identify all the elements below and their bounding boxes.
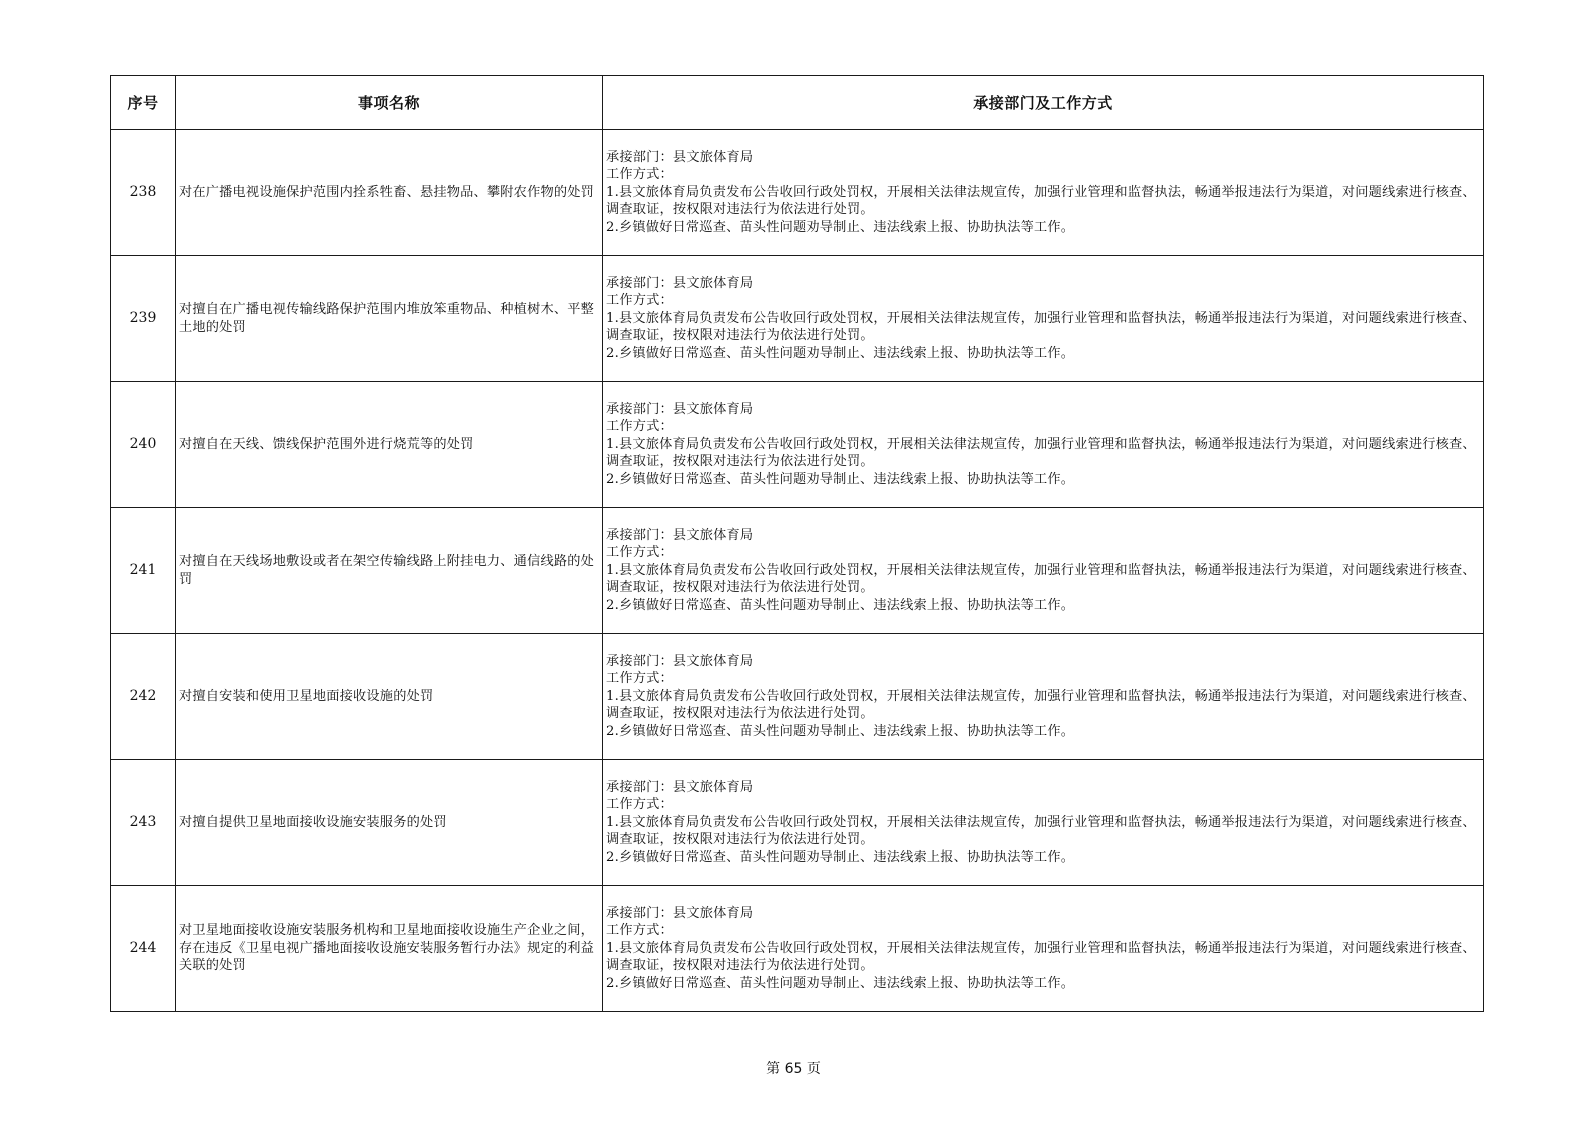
method-item-2: 2.乡镇做好日常巡查、苗头性问题劝导制止、违法线索上报、协助执法等工作。 [606, 723, 1075, 739]
matter-name-cell: 对擅自在广播电视传输线路保护范围内堆放笨重物品、种植树木、平整土地的处罚 [176, 256, 603, 382]
table-row [111, 760, 1484, 886]
method-item-1: 1.县文旅体育局负责发布公告收回行政处罚权，开展相关法律法规宣传，加强行业管理和监督执法，畅通举报违法行为渠道，对问题线索进行核查、调查取证，按权限对违法行为依法进行处罚。 [606, 436, 1476, 470]
serial-number-cell: 238 [111, 130, 176, 256]
serial-number-cell: 243 [111, 760, 176, 886]
table-row [111, 634, 1484, 760]
table-row [111, 508, 1484, 634]
method-item-2: 2.乡镇做好日常巡查、苗头性问题劝导制止、违法线索上报、协助执法等工作。 [606, 471, 1075, 487]
method-item-2: 2.乡镇做好日常巡查、苗头性问题劝导制止、违法线索上报、协助执法等工作。 [606, 219, 1075, 235]
matter-name-cell: 对卫星地面接收设施安装服务机构和卫星地面接收设施生产企业之间，存在违反《卫星电视广播地面接收设施安装服务暂行办法》规定的利益关联的处罚 [176, 886, 603, 1012]
header-department-and-method: 承接部门及工作方式 [603, 76, 1484, 130]
method-item-1: 1.县文旅体育局负责发布公告收回行政处罚权，开展相关法律法规宣传，加强行业管理和监督执法，畅通举报违法行为渠道，对问题线索进行核查、调查取证，按权限对违法行为依法进行处罚。 [606, 310, 1476, 344]
table-header [111, 76, 1484, 130]
department-method-cell [603, 130, 1484, 256]
method-heading: 工作方式： [606, 797, 673, 813]
page-number: 第 65 页 [766, 1061, 821, 1077]
table-row [111, 130, 1484, 256]
method-item-2: 2.乡镇做好日常巡查、苗头性问题劝导制止、违法线索上报、协助执法等工作。 [606, 345, 1075, 361]
department-method-cell [603, 508, 1484, 634]
serial-number-cell: 244 [111, 886, 176, 1012]
header-matter-name: 事项名称 [176, 76, 603, 130]
department-line: 承接部门：县文旅体育局 [606, 401, 754, 417]
department-method-cell [603, 886, 1484, 1012]
matters-table [110, 75, 1484, 1012]
method-heading: 工作方式： [606, 293, 673, 309]
serial-number-cell: 239 [111, 256, 176, 382]
method-item-2: 2.乡镇做好日常巡查、苗头性问题劝导制止、违法线索上报、协助执法等工作。 [606, 597, 1075, 613]
method-heading: 工作方式： [606, 419, 673, 435]
table-row [111, 382, 1484, 508]
department-line: 承接部门：县文旅体育局 [606, 527, 754, 543]
matter-name-cell: 对擅自在天线场地敷设或者在架空传输线路上附挂电力、通信线路的处罚 [176, 508, 603, 634]
method-item-1: 1.县文旅体育局负责发布公告收回行政处罚权，开展相关法律法规宣传，加强行业管理和监督执法，畅通举报违法行为渠道，对问题线索进行核查、调查取证，按权限对违法行为依法进行处罚。 [606, 814, 1476, 848]
matter-name-cell: 对擅自提供卫星地面接收设施安装服务的处罚 [176, 760, 603, 886]
department-method-cell [603, 382, 1484, 508]
department-method-cell [603, 760, 1484, 886]
method-item-1: 1.县文旅体育局负责发布公告收回行政处罚权，开展相关法律法规宣传，加强行业管理和监督执法，畅通举报违法行为渠道，对问题线索进行核查、调查取证，按权限对违法行为依法进行处罚。 [606, 184, 1476, 218]
matter-name-cell: 对在广播电视设施保护范围内拴系牲畜、悬挂物品、攀附农作物的处罚 [176, 130, 603, 256]
method-item-1: 1.县文旅体育局负责发布公告收回行政处罚权，开展相关法律法规宣传，加强行业管理和监督执法，畅通举报违法行为渠道，对问题线索进行核查、调查取证，按权限对违法行为依法进行处罚。 [606, 940, 1476, 974]
method-item-1: 1.县文旅体育局负责发布公告收回行政处罚权，开展相关法律法规宣传，加强行业管理和监督执法，畅通举报违法行为渠道，对问题线索进行核查、调查取证，按权限对违法行为依法进行处罚。 [606, 688, 1476, 722]
matter-name-cell: 对擅自安装和使用卫星地面接收设施的处罚 [176, 634, 603, 760]
department-line: 承接部门：县文旅体育局 [606, 653, 754, 669]
serial-number-cell: 242 [111, 634, 176, 760]
method-item-2: 2.乡镇做好日常巡查、苗头性问题劝导制止、违法线索上报、协助执法等工作。 [606, 975, 1075, 991]
method-item-1: 1.县文旅体育局负责发布公告收回行政处罚权，开展相关法律法规宣传，加强行业管理和监督执法，畅通举报违法行为渠道，对问题线索进行核查、调查取证，按权限对违法行为依法进行处罚。 [606, 562, 1476, 596]
department-line: 承接部门：县文旅体育局 [606, 905, 754, 921]
table-body [111, 130, 1484, 1012]
department-method-cell [603, 256, 1484, 382]
department-line: 承接部门：县文旅体育局 [606, 149, 754, 165]
serial-number-cell: 241 [111, 508, 176, 634]
table-row [111, 256, 1484, 382]
header-row [111, 76, 1484, 130]
department-method-cell [603, 634, 1484, 760]
table-row [111, 886, 1484, 1012]
serial-number-cell: 240 [111, 382, 176, 508]
method-heading: 工作方式： [606, 545, 673, 561]
method-heading: 工作方式： [606, 167, 673, 183]
department-line: 承接部门：县文旅体育局 [606, 779, 754, 795]
department-line: 承接部门：县文旅体育局 [606, 275, 754, 291]
method-heading: 工作方式： [606, 671, 673, 687]
matter-name-cell: 对擅自在天线、馈线保护范围外进行烧荒等的处罚 [176, 382, 603, 508]
header-serial-number: 序号 [111, 76, 176, 130]
method-heading: 工作方式： [606, 923, 673, 939]
method-item-2: 2.乡镇做好日常巡查、苗头性问题劝导制止、违法线索上报、协助执法等工作。 [606, 849, 1075, 865]
